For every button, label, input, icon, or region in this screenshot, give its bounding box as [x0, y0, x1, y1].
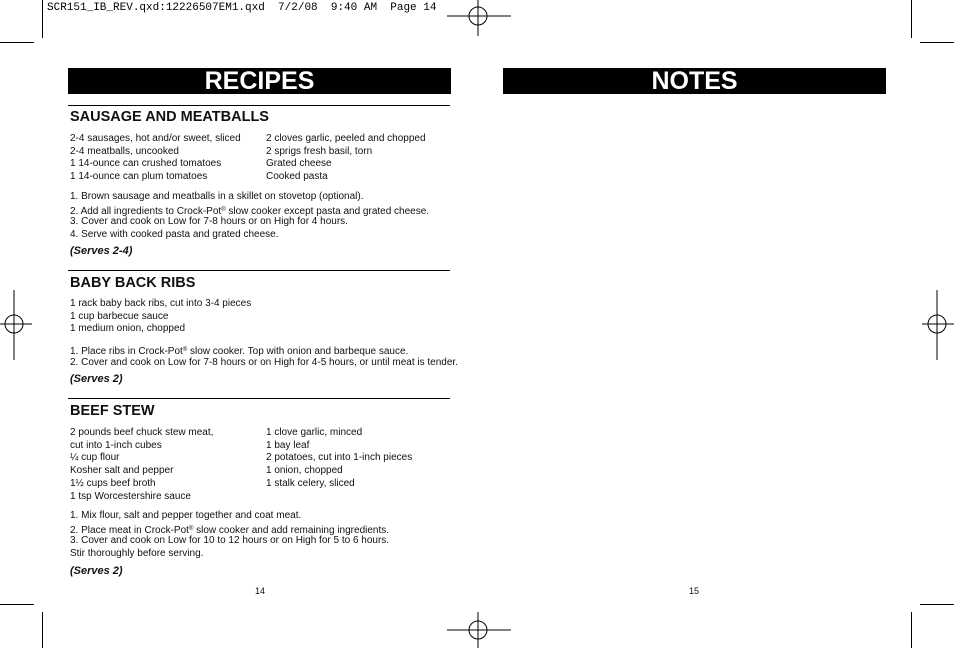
registration-mark-top — [447, 0, 511, 36]
ingredient: Cooked pasta — [266, 171, 328, 183]
page-number-left: 14 — [255, 586, 266, 596]
recipe-title: SAUSAGE AND MEATBALLS — [70, 109, 269, 125]
ingredient: 1 stalk celery, sliced — [266, 477, 355, 489]
ingredient: Grated cheese — [266, 158, 332, 170]
crop-mark-bottom-left-h — [0, 604, 34, 605]
file-slug: SCR151_IB_REV.qxd:12226507EM1.qxd 7/2/08 9:40 AM Page 14 — [47, 2, 437, 14]
ingredient: ¼ cup flour — [70, 452, 120, 464]
step: 2. Cover and cook on Low for 7-8 hours or on High for 4-5 hours, or until meat is tender. — [70, 356, 458, 368]
recipe-title: BABY BACK RIBS — [70, 275, 196, 291]
recipes-banner: RECIPES — [68, 68, 451, 94]
crop-mark-top-right-v — [911, 0, 912, 38]
ingredient: cut into 1-inch cubes — [70, 439, 162, 451]
serves-note: (Serves 2) — [70, 373, 123, 385]
ingredient: 1 bay leaf — [266, 439, 310, 451]
step: 2. Add all ingredients to Crock-Pot® slow cooker except pasta and grated cheese. — [70, 205, 430, 217]
registered-mark: ® — [188, 525, 194, 532]
step: 3. Cover and cook on Low for 10 to 12 hours or on High for 5 to 6 hours. — [70, 535, 390, 547]
ingredient: 1 tsp Worcestershire sauce — [70, 490, 191, 502]
recipe-divider — [68, 270, 450, 271]
step: 1. Mix flour, salt and pepper together and coat meat. — [70, 510, 302, 521]
step: 1. Place ribs in Crock-Pot® slow cooker. Top with onion and barbeque sauce. — [70, 346, 409, 357]
crop-mark-top-left-v — [42, 0, 43, 38]
recipe-divider — [68, 105, 450, 106]
ingredient: 1 onion, chopped — [266, 465, 343, 477]
ingredient: 2-4 meatballs, uncooked — [70, 145, 179, 157]
registered-mark: ® — [221, 206, 226, 213]
ingredient: 2 pounds beef chuck stew meat, — [70, 427, 214, 438]
registration-mark-left — [0, 290, 32, 360]
registered-mark: ® — [182, 347, 188, 353]
recipe-divider — [68, 398, 450, 399]
step: 4. Serve with cooked pasta and grated cheese. — [70, 229, 279, 241]
crop-mark-top-right-h — [920, 42, 954, 43]
registration-mark-right — [922, 290, 954, 360]
step: Stir thoroughly before serving. — [70, 548, 204, 560]
recipe-title: BEEF STEW — [70, 403, 155, 419]
ingredient: 1 clove garlic, minced — [266, 427, 363, 438]
crop-mark-bottom-left-v — [42, 612, 43, 648]
ingredient: 1 medium onion, chopped — [70, 323, 186, 335]
serves-note: (Serves 2-4) — [70, 245, 133, 257]
ingredient: 1 cup barbecue sauce — [70, 310, 169, 322]
ingredient: 1 14-ounce can crushed tomatoes — [70, 158, 222, 170]
ingredient: 2-4 sausages, hot and/or sweet, sliced — [70, 133, 241, 144]
notes-banner: NOTES — [503, 68, 886, 94]
crop-mark-bottom-right-v — [911, 612, 912, 648]
ingredient: 2 sprigs fresh basil, torn — [266, 145, 373, 157]
ingredient: 1 rack baby back ribs, cut into 3-4 pieces — [70, 298, 252, 309]
serves-note: (Serves 2) — [70, 565, 123, 577]
registration-mark-bottom — [447, 612, 511, 648]
crop-mark-bottom-right-h — [920, 604, 954, 605]
ingredient: 2 cloves garlic, peeled and chopped — [266, 133, 426, 144]
ingredient: 2 potatoes, cut into 1-inch pieces — [266, 452, 413, 464]
step: 1. Brown sausage and meatballs in a skillet on stovetop (optional). — [70, 191, 364, 202]
ingredient: Kosher salt and pepper — [70, 465, 174, 477]
crop-mark-top-left-h — [0, 42, 34, 43]
page-number-right: 15 — [689, 586, 700, 596]
ingredient: 1 14-ounce can plum tomatoes — [70, 171, 208, 183]
step: 2. Place meat in Crock-Pot® slow cooker and add remaining ingredients. — [70, 524, 390, 536]
step: 3. Cover and cook on Low for 7-8 hours or on High for 4 hours. — [70, 216, 348, 228]
ingredient: 1½ cups beef broth — [70, 477, 156, 489]
